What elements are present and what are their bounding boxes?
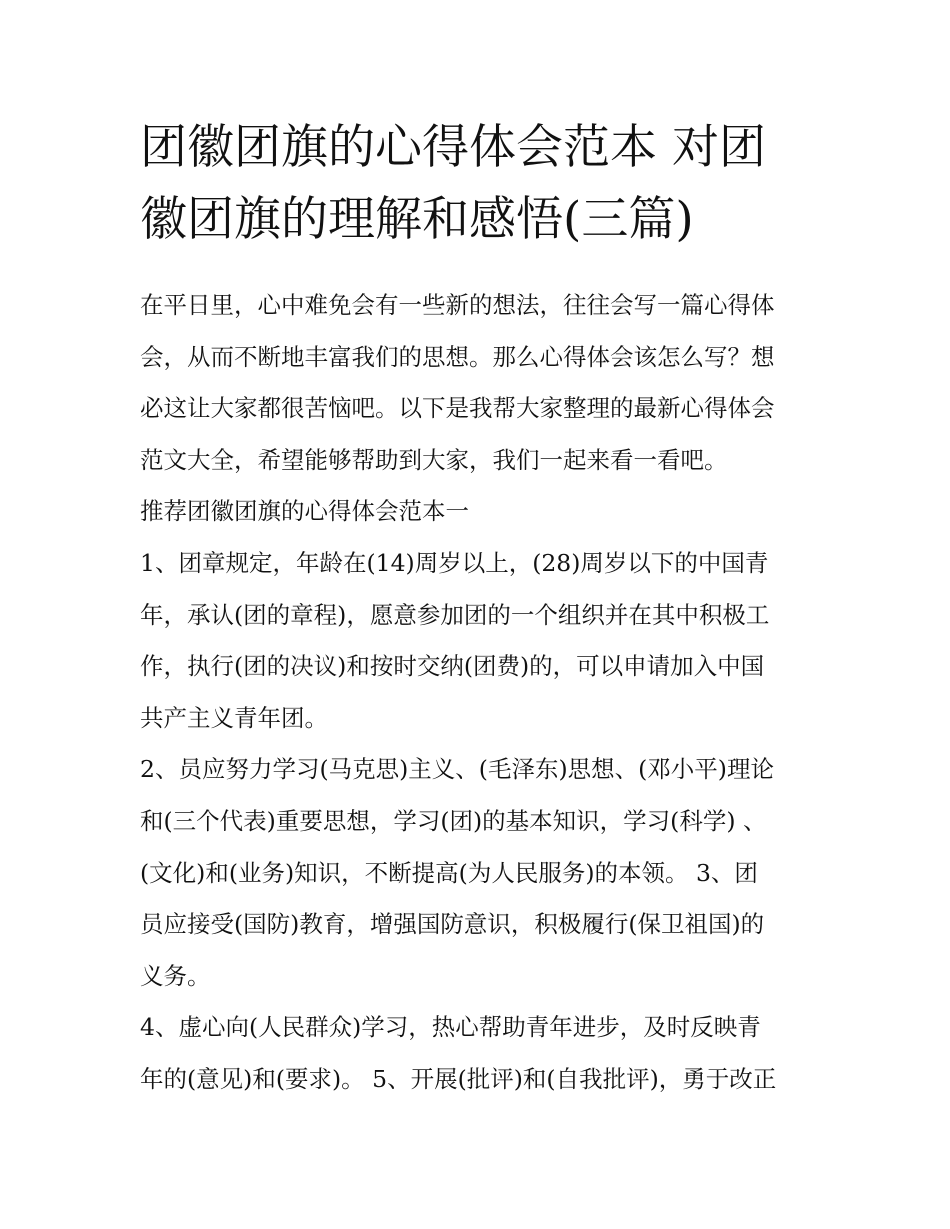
body-line: 作，执行(团的决议)和按时交纳(团费)的，可以申请加入中国 — [140, 652, 765, 681]
body-line: 和(三个代表)重要思想，学习(团)的基本知识，学习(科学) 、 — [140, 806, 767, 835]
body-line: 会，从而不断地丰富我们的思想。那么心得体会该怎么写？想 — [140, 342, 775, 371]
body-line: 年，承认(团的章程)，愿意参加团的一个组织并在其中积极工 — [140, 600, 770, 629]
body-line: 1、团章规定，年龄在(14)周岁以上，(28)周岁以下的中国青 — [140, 548, 769, 577]
document-title — [140, 112, 820, 256]
body-line: 范文大全，希望能够帮助到大家，我们一起来看一看吧。 — [140, 445, 728, 474]
title-line-1: 团徽团旗的心得体会范本 对团 — [140, 120, 766, 175]
body-line: 义务。 — [140, 961, 211, 990]
body-line: 员应接受(国防)教育，增强国防意识，积极履行(保卫祖国)的 — [140, 910, 765, 939]
body-line: 必这让大家都很苦恼吧。以下是我帮大家整理的最新心得体会 — [140, 394, 775, 423]
body-line: 在平日里，心中难免会有一些新的想法，往往会写一篇心得体 — [140, 291, 775, 319]
body-line: (文化)和(业务)知识，不断提高(为人民服务)的本领。 3、团 — [140, 858, 758, 887]
title-line-2: 徽团旗的理解和感悟(三篇) — [140, 192, 694, 247]
body-line: 共产主义青年团。 — [140, 703, 328, 732]
document-body — [140, 280, 816, 1106]
body-line: 年的(意见)和(要求)。 5、开展(批评)和(自我批评)，勇于改正 — [140, 1064, 777, 1093]
section-heading: 推荐团徽团旗的心得体会范本一 — [140, 497, 469, 526]
body-line: 2、员应努力学习(马克思)主义、(毛泽东)思想、(邓小平)理论 — [140, 755, 774, 784]
body-line: 4、虚心向(人民群众)学习，热心帮助青年进步，及时反映青 — [140, 1013, 761, 1042]
